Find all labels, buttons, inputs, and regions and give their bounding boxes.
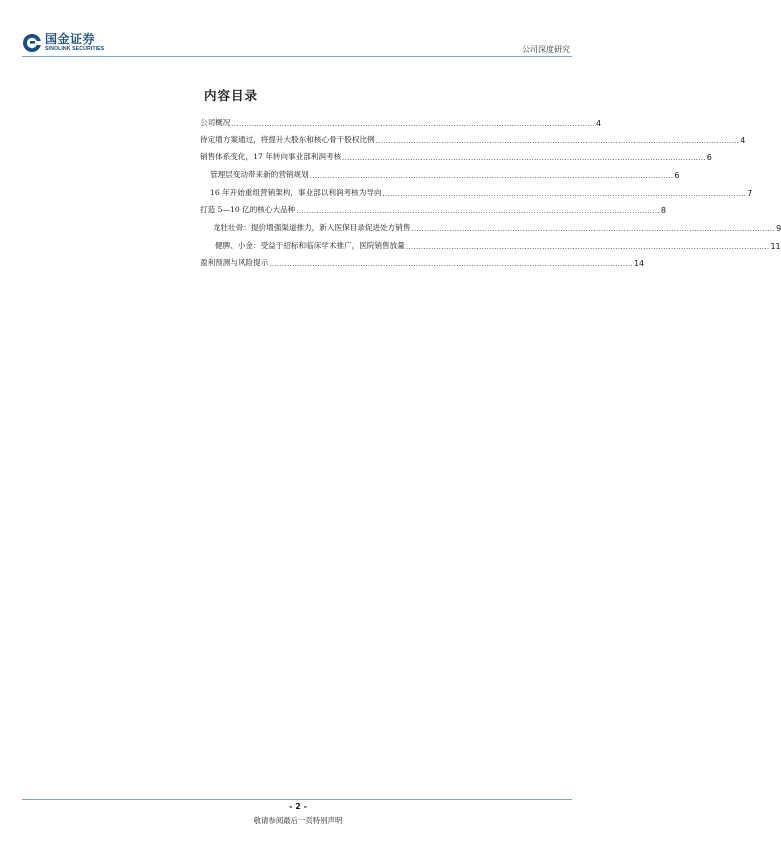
sinolink-logo-icon xyxy=(22,33,42,53)
toc-item-label: 销售体系变化，17 年转向事业部利润考核 xyxy=(200,152,342,161)
footer-divider xyxy=(22,799,572,800)
page-header xyxy=(0,0,596,60)
toc-item-label: 公司概况 xyxy=(200,118,231,127)
header-divider xyxy=(22,56,572,57)
toc-leader-dots: ................................................................................................................................................ xyxy=(382,190,747,198)
toc-item-page: 9 xyxy=(776,224,781,233)
toc-leader-dots: ................................................................................................................................................ xyxy=(309,172,674,180)
toc-leader-dots: ................................................................................................................................................ xyxy=(231,120,595,128)
toc-leader-dots: ................................................................................................................................................ xyxy=(269,260,633,268)
toc-item-page: 11 xyxy=(770,242,781,251)
toc-item-page: 7 xyxy=(747,189,753,198)
table-of-contents xyxy=(200,111,781,268)
toc-item-page: 4 xyxy=(740,136,746,145)
toc-item-label: 健脾、小金：受益于招标和临床学术推广，医院销售放量 xyxy=(215,241,405,250)
page-number: - 2 - xyxy=(289,802,307,811)
toc-item[interactable] xyxy=(200,111,602,128)
toc-item[interactable] xyxy=(200,128,746,145)
toc-item-page: 6 xyxy=(706,153,712,162)
toc-item-label: 管理层变动带来新的营销规划 xyxy=(210,170,309,179)
toc-leader-dots: ................................................................................................................................................ xyxy=(411,225,776,233)
company-logo xyxy=(22,33,104,53)
toc-leader-dots: ................................................................................................................................................ xyxy=(296,207,660,215)
toc-item-label: 16 年开始重组营销架构，事业部以利润考核为导向 xyxy=(210,188,382,197)
toc-item-page: 4 xyxy=(596,119,602,128)
toc-item[interactable] xyxy=(200,251,645,268)
logo-english-name: SINOLINK SECURITIES xyxy=(45,46,105,53)
report-type: 公司深度研究 xyxy=(522,45,570,54)
toc-item[interactable] xyxy=(200,198,666,215)
toc-item-label: 待定增方案通过，将提升大股东和核心骨干股权比例 xyxy=(200,135,375,144)
toc-leader-dots: ................................................................................................................................................ xyxy=(405,243,770,251)
toc-item-label: 打造 5—10 亿的核心大品种 xyxy=(200,205,296,214)
toc-subitem[interactable] xyxy=(200,162,680,180)
disclaimer-note: 敬请参阅最后一页特别声明 xyxy=(253,816,343,825)
toc-subitem[interactable] xyxy=(200,180,753,198)
toc-item-label: 盈利预测与风险提示 xyxy=(200,258,269,267)
toc-title: 内容目录 xyxy=(204,88,259,103)
toc-item-page: 14 xyxy=(633,259,645,268)
toc-item[interactable] xyxy=(200,145,712,162)
toc-subitem[interactable] xyxy=(200,233,781,251)
toc-leader-dots: ................................................................................................................................................ xyxy=(342,154,706,162)
toc-item-page: 6 xyxy=(674,171,680,180)
toc-subitem[interactable] xyxy=(200,215,781,233)
toc-item-label: 龙牡壮骨：提价增强渠道推力，新入医保目录促进处方销售 xyxy=(213,223,411,232)
toc-leader-dots: ................................................................................................................................................ xyxy=(375,137,740,145)
toc-item-page: 8 xyxy=(660,206,666,215)
logo-chinese-name: 国金证券 xyxy=(45,32,96,47)
